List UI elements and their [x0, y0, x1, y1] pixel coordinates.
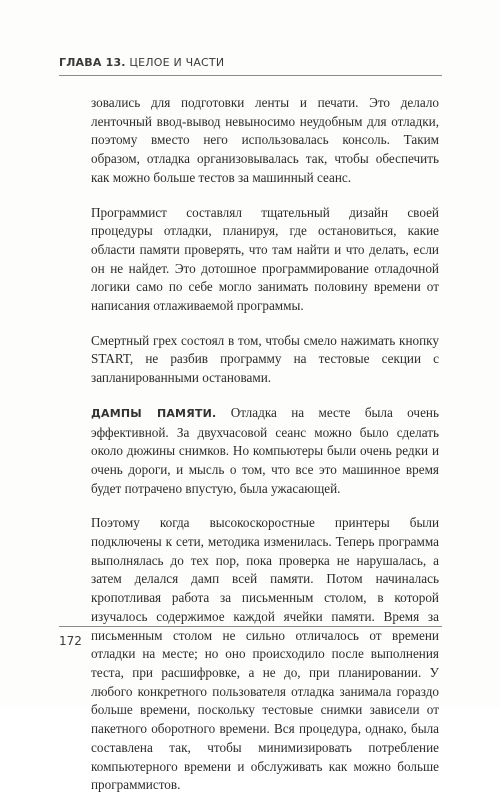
page-number: 172 — [59, 634, 82, 648]
run-in-heading: ДАМПЫ ПАМЯТИ. — [91, 406, 217, 420]
footer-rule — [59, 626, 442, 627]
paragraph — [91, 332, 439, 388]
paragraph — [91, 404, 439, 499]
header-rule — [59, 75, 442, 76]
paragraph — [91, 204, 439, 316]
chapter-label: ГЛАВА 13. — [59, 56, 126, 69]
running-head — [59, 56, 224, 69]
chapter-title: ЦЕЛОЕ И ЧАСТИ — [125, 56, 225, 69]
paragraph-text: зовались для подготовки ленты и печати. Это делало ленточный ввод-вывод невыносимо неудобным для отладки, поэтому вместо него использовалась консоль. Таким образом, отладка организовывалась так, чтобы обеспечить как можно больше тестов за машинный сеанс. — [91, 95, 439, 185]
body-text — [91, 94, 439, 811]
paragraph — [91, 94, 439, 188]
paragraph-text: Программист составлял тщательный дизайн своей процедуры отладки, планируя, где остановиться, какие области памяти проверять, что там найти и что делать, если он не найдет. Это дотошное программирование отладочной логики само по себе могло занимать половину времени от написания отлаживаемой программы. — [91, 204, 439, 314]
paragraph-text: Смертный грех состоял в том, чтобы смело нажимать кнопку START, не разбив программу на тестовые секции с запланированными остановами. — [91, 332, 439, 386]
paragraph — [91, 514, 439, 795]
paragraph-text: Отладка на месте была очень эффективной. За двухчасовой сеанс можно было сделать около дюжины снимков. Но компьютеры были очень редки и очень дороги, и мысль о том, что все это машинное время будет потрачено впустую, была ужасающей. — [91, 404, 439, 496]
paragraph-text: Поэтому когда высокоскоростные принтеры были подключены к сети, методика изменилась. Теперь программа выполнялась до тех пор, пока проверка не нарушалась, а затем делался дамп всей памяти. Потом начиналась кропотливая работа за письменным столом, в которой изучалось содержимое каждой ячейки памяти. Время за письменным столом не сильно отличалось от времени отладки на месте; но оно происходило после выполнения теста, при расшифровке, а не до, при планировании. У любого конкретного пользователя отладка занимала гораздо больше времени, поскольку тестовые снимки зависели от пакетного оборотного времени. Вся процедура, однако, была составлена так, чтобы минимизировать потребление компьютерного времени и обслуживать как можно больше программистов. — [91, 515, 439, 793]
